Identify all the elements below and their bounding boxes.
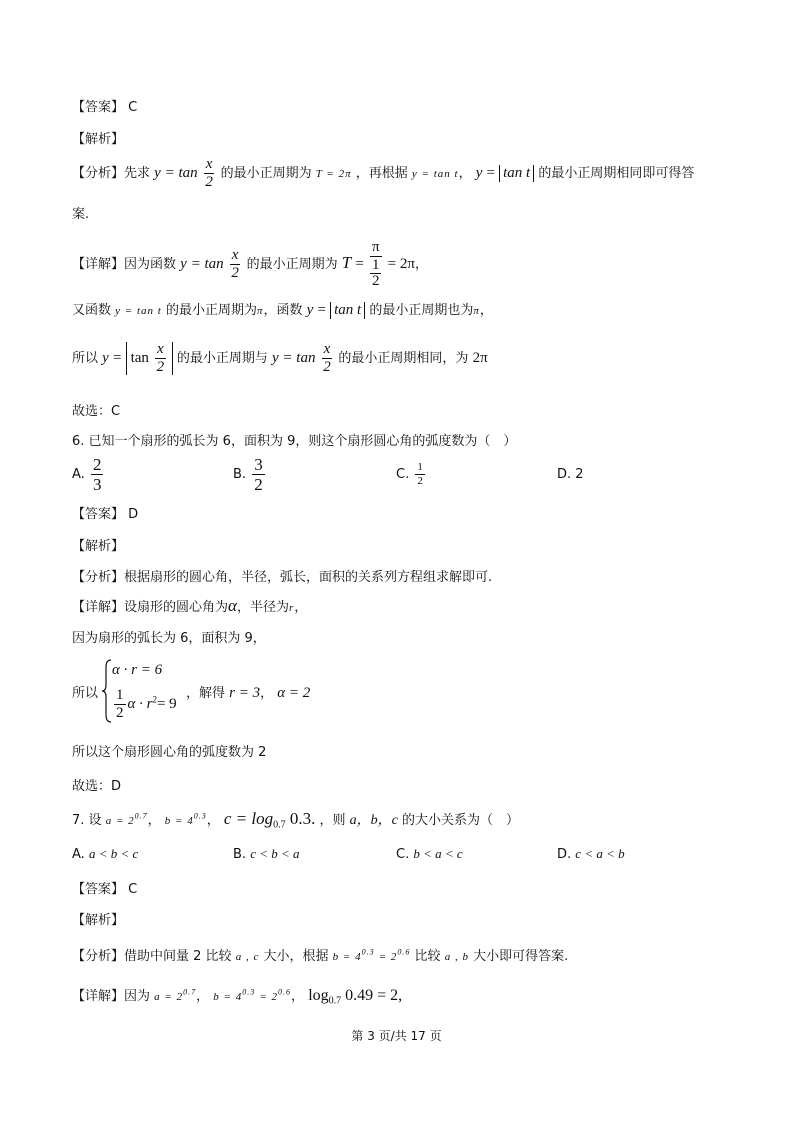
compound-fraction <box>370 240 382 289</box>
q5-fenxi-cont: 案. <box>72 207 90 222</box>
math-expr: = 9 <box>156 696 177 712</box>
text: 的最小正周期为 <box>246 257 338 272</box>
q6-answer-line <box>72 503 138 522</box>
option-letter: C. <box>396 467 410 482</box>
exponent: 0.3 <box>361 947 375 957</box>
numerator: 2 <box>92 455 102 474</box>
math-expr: r = 3 <box>229 685 261 701</box>
log-base: 0.7 <box>328 995 342 1007</box>
option-letter: D. <box>557 467 572 482</box>
math-expr: y = tan <box>272 350 316 366</box>
q7-fenxi-line <box>72 945 568 964</box>
denominator: 2 <box>156 359 165 375</box>
fraction <box>322 342 333 375</box>
q5-analysis-label: 【解析】 <box>72 132 125 147</box>
option-letter: B. <box>233 847 247 862</box>
q7-analysis-label: 【解析】 <box>72 913 125 928</box>
math-expr: 0.49 = 2, <box>341 987 403 1004</box>
abs-expr: tan t <box>499 165 534 182</box>
q5-detail-line1: 【详解】因为函数 y = tan $\frac{x}{2}$ 的最小正周期为 T = $\frac{\pi}{\frac{1}{2}}$ = 2π， <box>72 239 428 289</box>
text: 的最小正周期也为 <box>369 303 474 318</box>
fraction <box>114 688 126 721</box>
math-expr: π <box>256 305 264 317</box>
text: 大小即可得答案. <box>473 949 569 964</box>
math-expr: log <box>308 987 329 1004</box>
math-expr: a , b <box>444 951 469 963</box>
fenxi-label: 【分析】 <box>72 166 125 181</box>
math-expr: = <box>486 165 495 181</box>
option-expr: a < b < c <box>88 846 139 861</box>
math-expr: a , c <box>235 951 260 963</box>
math-expr: α · r <box>127 696 153 712</box>
text: ，则 <box>319 813 346 828</box>
answer-value: D <box>128 507 139 522</box>
text: 借助中间量 2 比较 <box>124 949 232 964</box>
text: ，再根据 <box>355 166 408 181</box>
option-letter: A. <box>72 467 85 482</box>
answer-label: 【答案】 <box>72 100 125 115</box>
denominator: 2 <box>205 174 213 190</box>
q5-fenxi-line: 【分析】先求 y = tan $\frac{x}{2}$ 的最小正周期为 T = 2π ，再根据 y = tan t， y = tan t 的最小正周期相同即可得答 <box>72 156 695 190</box>
text: ，半径为 <box>236 600 289 615</box>
text: 根据扇形的圆心角，半径，弧长，面积的关系列方程组求解即可. <box>124 570 493 585</box>
text: ， <box>147 813 161 828</box>
text: 的最小正周期相同即可得答 <box>538 166 695 181</box>
option-letter: D. <box>557 847 572 862</box>
exponent: 0.6 <box>278 987 292 997</box>
math-expr: y <box>475 165 483 181</box>
system-equation-2 <box>112 688 177 721</box>
option-letter: A. <box>72 847 85 862</box>
q6-option-d <box>557 467 584 482</box>
numerator: x <box>231 247 239 263</box>
page-footer: 第 3 页/共 17 页 <box>351 1029 442 1043</box>
text: ，解得 <box>186 686 226 701</box>
text: ， <box>196 989 210 1004</box>
text: ， <box>291 989 305 1004</box>
q6-detail-line1: 【详解】设扇形的圆心角为α，半径为r， <box>72 596 308 615</box>
exponent: 0.7 <box>183 987 197 997</box>
math-expr: c = log <box>223 809 274 828</box>
option-value: 2 <box>575 467 584 482</box>
q6-option-c <box>396 462 427 487</box>
math-expr: 0.3. <box>285 809 316 828</box>
q6-analysis-label: 【解析】 <box>72 539 125 554</box>
numerator: x <box>323 341 331 357</box>
math-expr: y = tan <box>180 256 224 272</box>
math-expr: y <box>102 350 109 366</box>
abs-expr: tan t <box>330 302 365 319</box>
q7-stem <box>72 809 519 831</box>
denominator: 2 <box>231 265 239 281</box>
inner-denominator: 2 <box>371 273 380 289</box>
q7-detail-line1 <box>72 985 402 1007</box>
q7-option-d <box>557 846 625 862</box>
math-expr: α = 2 <box>277 685 311 701</box>
numerator: 1 <box>116 687 124 703</box>
exponent: 0.7 <box>134 811 148 821</box>
math-expr: tan <box>130 350 149 366</box>
option-expr: c < a < b <box>575 846 625 861</box>
numerator: 3 <box>254 455 263 474</box>
q7-option-a <box>72 846 138 862</box>
answer-value: C <box>128 100 138 115</box>
numerator: 1 <box>417 461 423 473</box>
math-expr: a = 2 <box>154 991 184 1003</box>
option-expr: b < a < c <box>413 846 463 861</box>
math-expr: = 2 <box>378 951 398 963</box>
q5-answer-line <box>72 96 137 115</box>
numerator: x <box>205 156 213 172</box>
math-expr: 2π <box>472 350 488 366</box>
text: 因为 <box>124 989 151 1004</box>
exponent: 0.3 <box>193 811 207 821</box>
denominator: 2 <box>323 359 331 375</box>
text: 的大小关系为（ ） <box>402 813 520 828</box>
log-base: 0.7 <box>273 819 286 831</box>
fraction <box>91 456 104 493</box>
text: ， <box>206 813 220 828</box>
math-expr: = <box>317 302 326 318</box>
q6-detail-line3-label: 所以 <box>72 686 99 701</box>
math-expr: = 2 <box>259 991 279 1003</box>
math-expr: y = tan <box>154 165 198 181</box>
text: ，函数 <box>263 303 303 318</box>
q6-detail-line3-solution: ，解得 r = 3， α = 2 <box>186 685 311 701</box>
denominator <box>370 257 382 289</box>
exponent: 0.3 <box>242 987 256 997</box>
text: 先求 <box>124 166 151 181</box>
q5-detail-line3 <box>72 342 488 375</box>
q6-option-b <box>233 456 267 493</box>
math-expr: = <box>112 350 122 366</box>
text: 的最小正周期为 <box>165 303 257 318</box>
text: 因为函数 <box>124 257 177 272</box>
fraction <box>230 248 241 281</box>
denominator: 2 <box>116 705 124 721</box>
text: 又函数 <box>72 303 112 318</box>
math-expr: y = tan t <box>115 305 162 317</box>
detail-label: 【详解】 <box>72 257 125 272</box>
q6-choose: 故选：D <box>72 779 122 794</box>
math-expr: π <box>473 305 480 317</box>
math-expr: T = 2π <box>315 168 352 180</box>
inner-numerator: 1 <box>371 257 380 273</box>
exponent: 0.6 <box>397 947 411 957</box>
q6-stem: 6. 已知一个扇形的弧长为 6，面积为 9，则这个扇形圆心角的弧度数为（ ） <box>72 434 517 449</box>
q6-detail-line4: 所以这个扇形圆心角的弧度数为 2 <box>72 745 267 760</box>
math-expr: b = 4 <box>213 991 243 1003</box>
detail-label: 【详解】 <box>72 600 125 615</box>
text: 设扇形的圆心角为 <box>124 600 229 615</box>
math-expr: T <box>341 253 352 272</box>
math-expr: b = 4 <box>332 951 362 963</box>
text: 的最小正周期相同，为 <box>338 351 469 366</box>
q5-detail-line2: 又函数 y = tan t 的最小正周期为π，函数 y = tan t 的最小正周期也为π， <box>72 302 493 318</box>
math-expr: y <box>306 302 314 318</box>
fraction <box>252 456 265 493</box>
denominator: 2 <box>417 475 423 487</box>
fraction <box>415 462 425 487</box>
text: 的最小正周期为 <box>220 166 312 181</box>
q5-choose: 故选：C <box>72 404 121 419</box>
math-expr: b = 4 <box>164 815 194 827</box>
option-letter: B. <box>233 467 247 482</box>
text: 所以 <box>72 351 99 366</box>
denominator: 2 <box>254 475 263 494</box>
denominator: 3 <box>92 475 102 494</box>
text: 7. 设 <box>72 813 102 828</box>
q7-option-c <box>396 846 463 862</box>
q6-detail-line2: 因为扇形的弧长为 6，面积为 9， <box>72 631 266 646</box>
text: 大小，根据 <box>263 949 329 964</box>
text: 比较 <box>414 949 441 964</box>
math-expr: y = tan t <box>411 168 459 180</box>
q7-option-b <box>233 846 300 862</box>
option-letter: C. <box>396 847 410 862</box>
text: 的最小正周期与 <box>176 351 268 366</box>
fraction <box>155 342 166 375</box>
math-expr: = 2π <box>387 256 415 272</box>
math-expr: r <box>288 602 295 614</box>
exponent: 2 <box>152 694 157 705</box>
answer-value: C <box>128 882 138 897</box>
option-expr: c < b < a <box>250 846 300 861</box>
numerator: π <box>371 239 380 255</box>
answer-label: 【答案】 <box>72 882 125 897</box>
math-expr: α <box>228 596 237 615</box>
fenxi-label: 【分析】 <box>72 570 125 585</box>
abs-expr <box>126 342 173 375</box>
answer-label: 【答案】 <box>72 507 125 522</box>
q6-option-a <box>72 456 105 493</box>
numerator: x <box>157 341 164 357</box>
math-expr: a = 2 <box>105 815 135 827</box>
system-equation-1: α · r = 6 <box>112 662 163 678</box>
q6-fenxi-line <box>72 566 492 585</box>
fraction <box>204 157 215 190</box>
brace-icon <box>102 659 112 723</box>
q7-answer-line <box>72 878 137 897</box>
detail-label: 【详解】 <box>72 989 125 1004</box>
math-expr: a，b，c <box>349 813 398 828</box>
fenxi-label: 【分析】 <box>72 949 125 964</box>
